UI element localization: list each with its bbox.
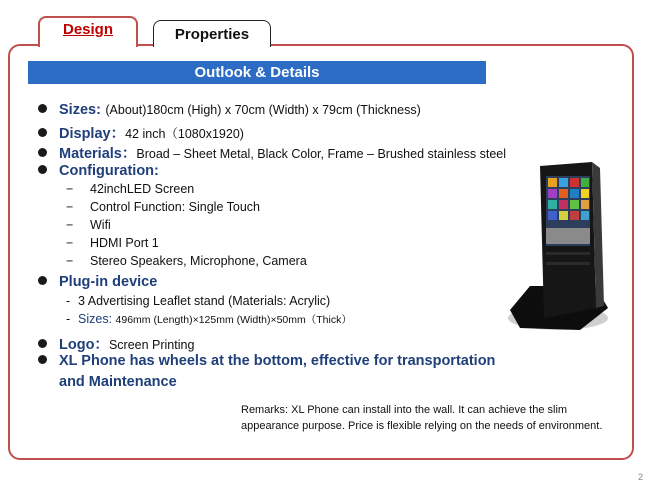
tab-properties[interactable] <box>153 20 271 47</box>
plugin-label: Plug-in device <box>59 274 158 290</box>
bullet-configuration <box>38 163 159 179</box>
page-number: 2 <box>637 472 643 482</box>
plugin-sizes: - Sizes: 496mm (Length)×125mm (Width)×50mm（Thick） <box>66 312 352 326</box>
configuration-label: Configuration: <box>59 163 159 179</box>
tab-join <box>40 44 136 48</box>
bullet-dot <box>38 355 47 364</box>
sizes-label: Sizes: <box>59 102 101 118</box>
remarks <box>241 402 631 434</box>
bullet-wheels <box>38 353 495 369</box>
config-item-text: Stereo Speakers, Microphone, Camera <box>90 254 307 268</box>
bullet-display <box>38 122 244 143</box>
config-item-text: Control Function: Single Touch <box>90 200 261 214</box>
bullet-dot <box>38 276 47 285</box>
config-item-text: 42inchLED Screen <box>90 182 195 196</box>
remarks-line: Remarks: XL Phone can install into the wall. It can achieve the slim <box>241 404 568 416</box>
plugin-sizes-value: 496mm (Length)×125mm (Width)×50mm（Thick） <box>115 314 352 326</box>
logo-label: Logo： <box>59 337 109 353</box>
config-item: − Stereo Speakers, Microphone, Camera <box>66 254 307 268</box>
config-item-text: Wifi <box>90 218 111 232</box>
materials-label: Materials： <box>59 146 137 162</box>
bullet-dot <box>38 339 47 348</box>
plugin-stand: - 3 Advertising Leaflet stand (Materials: Acrylic) <box>66 294 331 308</box>
remarks-line: appearance purpose. Price is flexible relying on the needs of environment. <box>241 420 603 432</box>
kiosk-product-image <box>500 158 618 336</box>
bullet-dot <box>38 165 47 174</box>
bullet-logo <box>38 333 194 354</box>
config-item-text: HDMI Port 1 <box>90 236 159 250</box>
sizes-value: (About)180cm (High) x 70cm (Width) x 79cm (Thickness) <box>105 103 421 117</box>
bullet-plugin <box>38 274 157 290</box>
bullet-dot <box>38 128 47 137</box>
wheels-text-continued: and Maintenance <box>59 374 177 390</box>
bullet-sizes <box>38 101 421 119</box>
materials-value: Broad – Sheet Metal, Black Color, Frame – Brushed stainless steel <box>136 147 506 161</box>
config-item: − 42inchLED Screen <box>66 182 195 196</box>
bullet-dot <box>38 104 47 113</box>
tab-design[interactable] <box>38 16 138 47</box>
wheels-text: XL Phone has wheels at the bottom, effective for transportation <box>59 353 496 369</box>
bullet-materials <box>38 142 506 163</box>
config-item: − Control Function: Single Touch <box>66 200 261 214</box>
logo-value: Screen Printing <box>108 338 195 352</box>
bullet-dot <box>38 148 47 157</box>
display-value: 42 inch（1080x1920) <box>125 127 244 141</box>
display-label: Display： <box>59 126 126 142</box>
section-header: Outlook & Details <box>28 61 486 84</box>
plugin-sizes-label: Sizes: <box>78 312 113 326</box>
config-item: − Wifi <box>66 218 111 232</box>
plugin-stand-text: 3 Advertising Leaflet stand (Materials: Acrylic) <box>78 294 331 308</box>
tab-design-label: Design <box>62 21 113 38</box>
config-item: − HDMI Port 1 <box>66 236 159 250</box>
tab-properties-label: Properties <box>174 26 250 43</box>
